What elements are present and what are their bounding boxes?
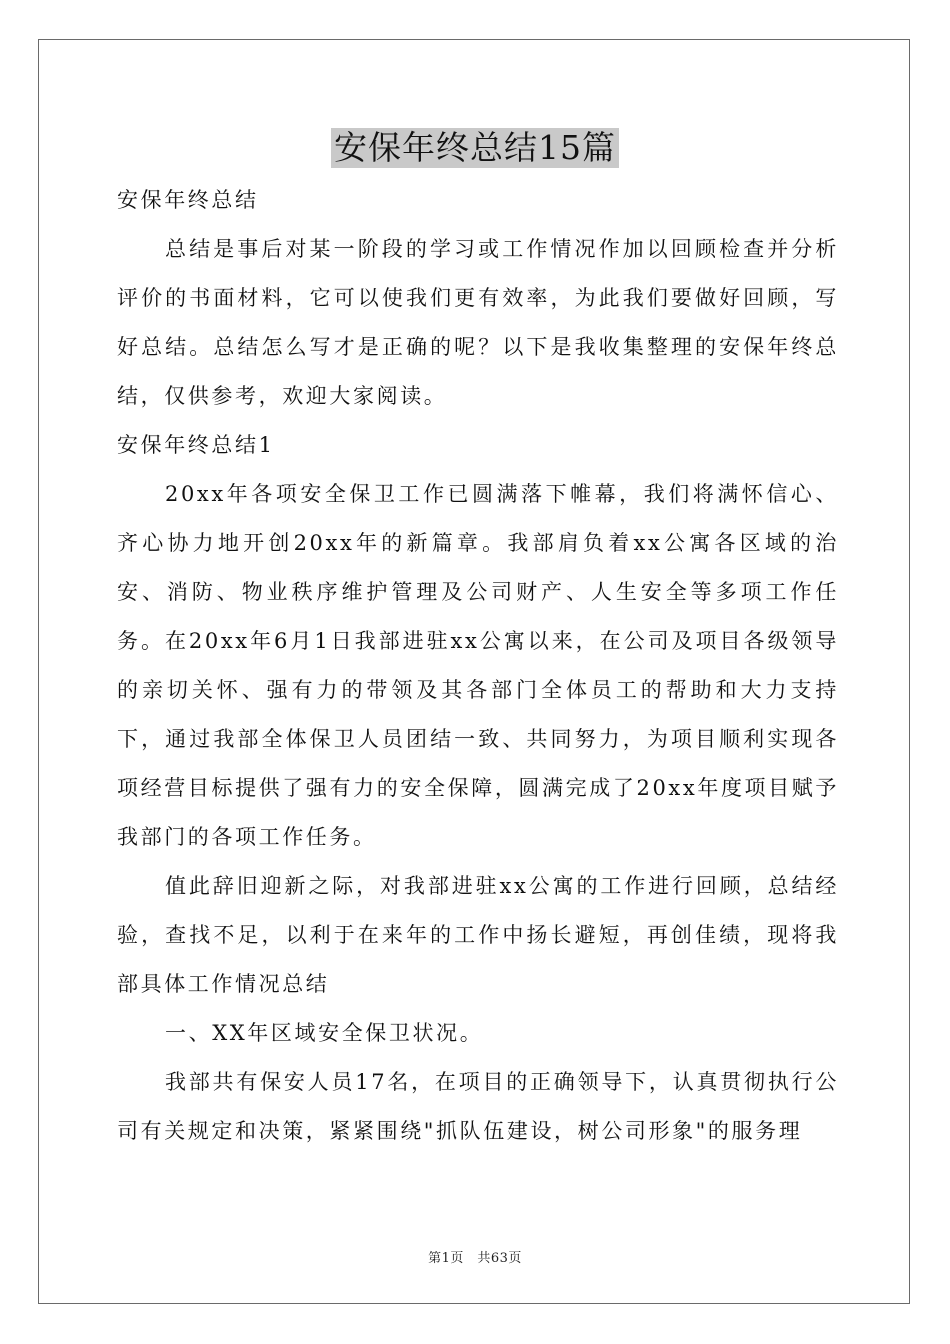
page-number: 第1页 共63页	[428, 1251, 522, 1266]
document-title: 安保年终总结15篇	[331, 128, 619, 168]
body-paragraph: 值此辞旧迎新之际，对我部进驻xx公寓的工作进行回顾，总结经验，查找不足，以利于在来年的工作中扬长避短，再创佳绩，现将我部具体工作情况总结	[117, 874, 839, 996]
document-body	[117, 176, 839, 1156]
section-heading: 安保年终总结	[117, 188, 259, 212]
section-heading: 安保年终总结1	[117, 433, 275, 457]
title-block	[0, 128, 950, 168]
page-footer	[0, 1247, 950, 1266]
body-paragraph: 20xx年各项安全保卫工作已圆满落下帷幕，我们将满怀信心、齐心协力地开创20xx年的新篇章。我部肩负着xx公寓各区域的治安、消防、物业秩序维护管理及公司财产、人生安全等多项工作任务。在20xx年6月1日我部进驻xx公寓以来，在公司及项目各级领导的亲切关怀、强有力的带领及其各部门全体员工的帮助和大力支持下，通过我部全体保卫人员团结一致、共同努力，为项目顺利实现各项经营目标提供了强有力的安全保障，圆满完成了20xx年度项目赋予我部门的各项工作任务。	[117, 482, 839, 849]
body-paragraph: 一、XX年区域安全保卫状况。	[165, 1021, 484, 1045]
body-paragraph: 我部共有保安人员17名，在项目的正确领导下，认真贯彻执行公司有关规定和决策，紧紧围绕"抓队伍建设，树公司形象"的服务理	[117, 1070, 839, 1143]
body-paragraph: 总结是事后对某一阶段的学习或工作情况作加以回顾检查并分析评价的书面材料，它可以使我们更有效率，为此我们要做好回顾，写好总结。总结怎么写才是正确的呢？以下是我收集整理的安保年终总结，仅供参考，欢迎大家阅读。	[117, 237, 839, 408]
